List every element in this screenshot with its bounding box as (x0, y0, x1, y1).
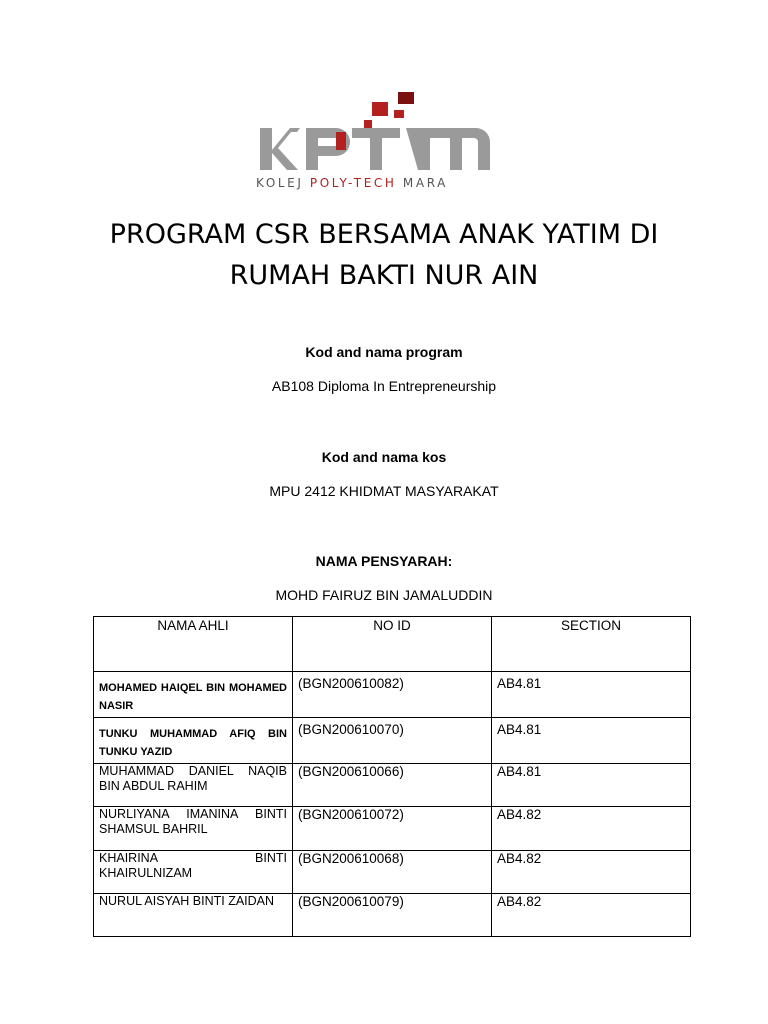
course-value: MPU 2412 KHIDMAT MASYARAKAT (269, 483, 499, 499)
member-section: AB4.82 (492, 851, 691, 894)
header-id: NO ID (293, 617, 492, 672)
member-name: KHAIRINA BINTI KHAIRULNIZAM (94, 851, 293, 894)
program-value: AB108 Diploma In Entrepreneurship (271, 378, 497, 394)
title-line-2: RUMAH BAKTI NUR AIN (229, 260, 539, 291)
members-table (93, 616, 691, 937)
kptm-logo (256, 88, 512, 198)
member-id: (BGN200610066) (293, 764, 492, 807)
member-section: AB4.81 (492, 764, 691, 807)
kptm-logo-mark (256, 88, 512, 178)
member-name: TUNKU MUHAMMAD AFIQ BIN TUNKU YAZID (94, 718, 293, 764)
member-name: NURLIYANA IMANINA BINTI SHAMSUL BAHRIL (94, 807, 293, 851)
member-section: AB4.81 (492, 718, 691, 764)
logo-caption: KOLEJ POLY-TECH MARA (256, 176, 448, 190)
table-row (94, 672, 691, 718)
lecturer-label: NAMA PENSYARAH: (315, 553, 453, 569)
member-name: MOHAMED HAIQEL BIN MOHAMED NASIR (94, 672, 293, 718)
member-id: (BGN200610082) (293, 672, 492, 718)
member-id: (BGN200610079) (293, 894, 492, 937)
member-section: AB4.82 (492, 894, 691, 937)
table-row (94, 894, 691, 937)
table-row (94, 764, 691, 807)
member-id: (BGN200610072) (293, 807, 492, 851)
member-section: AB4.82 (492, 807, 691, 851)
member-name: MUHAMMAD DANIEL NAQIB BIN ABDUL RAHIM (94, 764, 293, 807)
member-id: (BGN200610070) (293, 718, 492, 764)
course-label: Kod and nama kos (321, 449, 447, 465)
member-name: NURUL AISYAH BINTI ZAIDAN (94, 894, 293, 937)
page-title (0, 214, 768, 296)
lecturer-value: MOHD FAIRUZ BIN JAMALUDDIN (275, 587, 493, 603)
header-name: NAMA AHLI (94, 617, 293, 672)
header-section: SECTION (492, 617, 691, 672)
member-section: AB4.81 (492, 672, 691, 718)
program-label: Kod and nama program (305, 344, 463, 360)
title-line-1: PROGRAM CSR BERSAMA ANAK YATIM DI (109, 219, 659, 250)
table-row (94, 851, 691, 894)
table-header-row (94, 617, 691, 672)
table-row (94, 807, 691, 851)
member-id: (BGN200610068) (293, 851, 492, 894)
table-row (94, 718, 691, 764)
